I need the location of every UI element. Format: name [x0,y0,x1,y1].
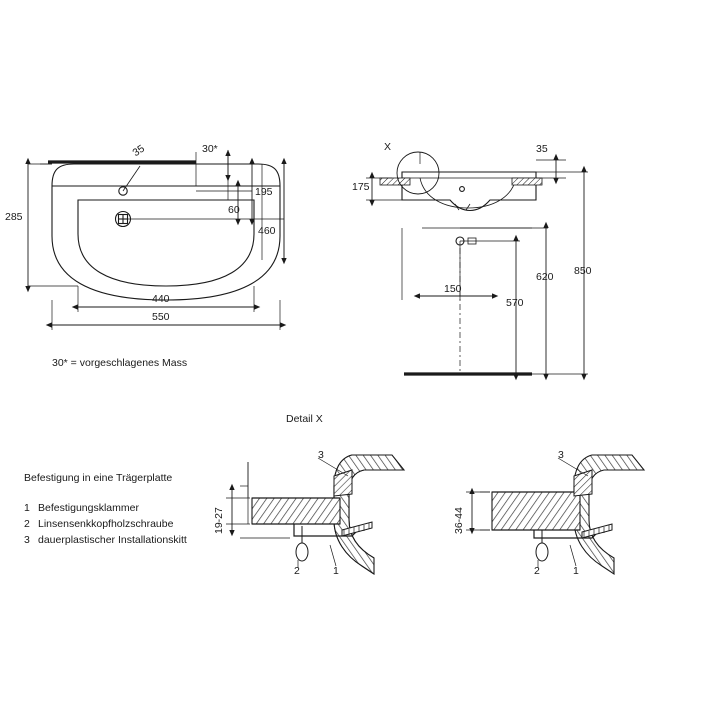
dim-label-175: 175 [352,181,370,193]
dim-label-195: 195 [255,186,273,198]
detail-x-marker: X [384,141,392,153]
detail-left-plate [252,498,340,524]
legend-item-2-num: 2 [24,518,30,530]
dim-label-60: 60 [228,204,240,216]
dim-label-460: 460 [258,225,276,237]
detail-right-callout-1: 1 [573,565,579,577]
legend-heading: Befestigung in eine Trägerplatte [24,472,173,484]
legend-item-1-text: Befestigungsklammer [38,502,139,514]
detail-left-dim-label: 19-27 [213,507,225,534]
detail-left-callout-2: 2 [294,565,300,577]
seal-right [512,178,542,185]
seal-left [380,178,410,185]
leader-left-1 [330,545,336,566]
leader-right-1 [570,545,576,566]
detail-left-callout-1: 1 [333,565,339,577]
basin-top-outline [52,164,280,186]
dim-label-150: 150 [444,283,462,295]
dim-label-440: 440 [152,293,170,305]
detail-right-plate [492,492,580,530]
dim-label-550: 550 [152,311,170,323]
legend-item-2-text: Linsensenkkopfholzschraube [38,518,174,530]
legend-item-3-text: dauerplastischer Installationskitt [38,534,187,546]
dim-label-35: 35 [130,142,147,160]
dim-label-285: 285 [5,211,23,223]
legend-item-3-num: 3 [24,534,30,546]
detail-x-title: Detail X [286,413,323,425]
detail-right-callout-3: 3 [558,449,564,461]
basin-outer-bowl [52,186,280,300]
dim-label-35-side: 35 [536,143,548,155]
detail-right-dim-label: 36-44 [453,507,465,534]
detail-left-screw-head [296,543,308,561]
legend-item-1-num: 1 [24,502,30,514]
dim-label-850: 850 [574,265,592,277]
detail-right-screw-head [536,543,548,561]
leader-35 [123,166,140,191]
front-view-note: 30* = vorgeschlagenes Mass [52,357,188,369]
dim-label-30star: 30* [202,143,218,155]
dim-label-570: 570 [506,297,524,309]
detail-right-callout-2: 2 [534,565,540,577]
dim-label-620: 620 [536,271,554,283]
detail-left-callout-3: 3 [318,449,324,461]
